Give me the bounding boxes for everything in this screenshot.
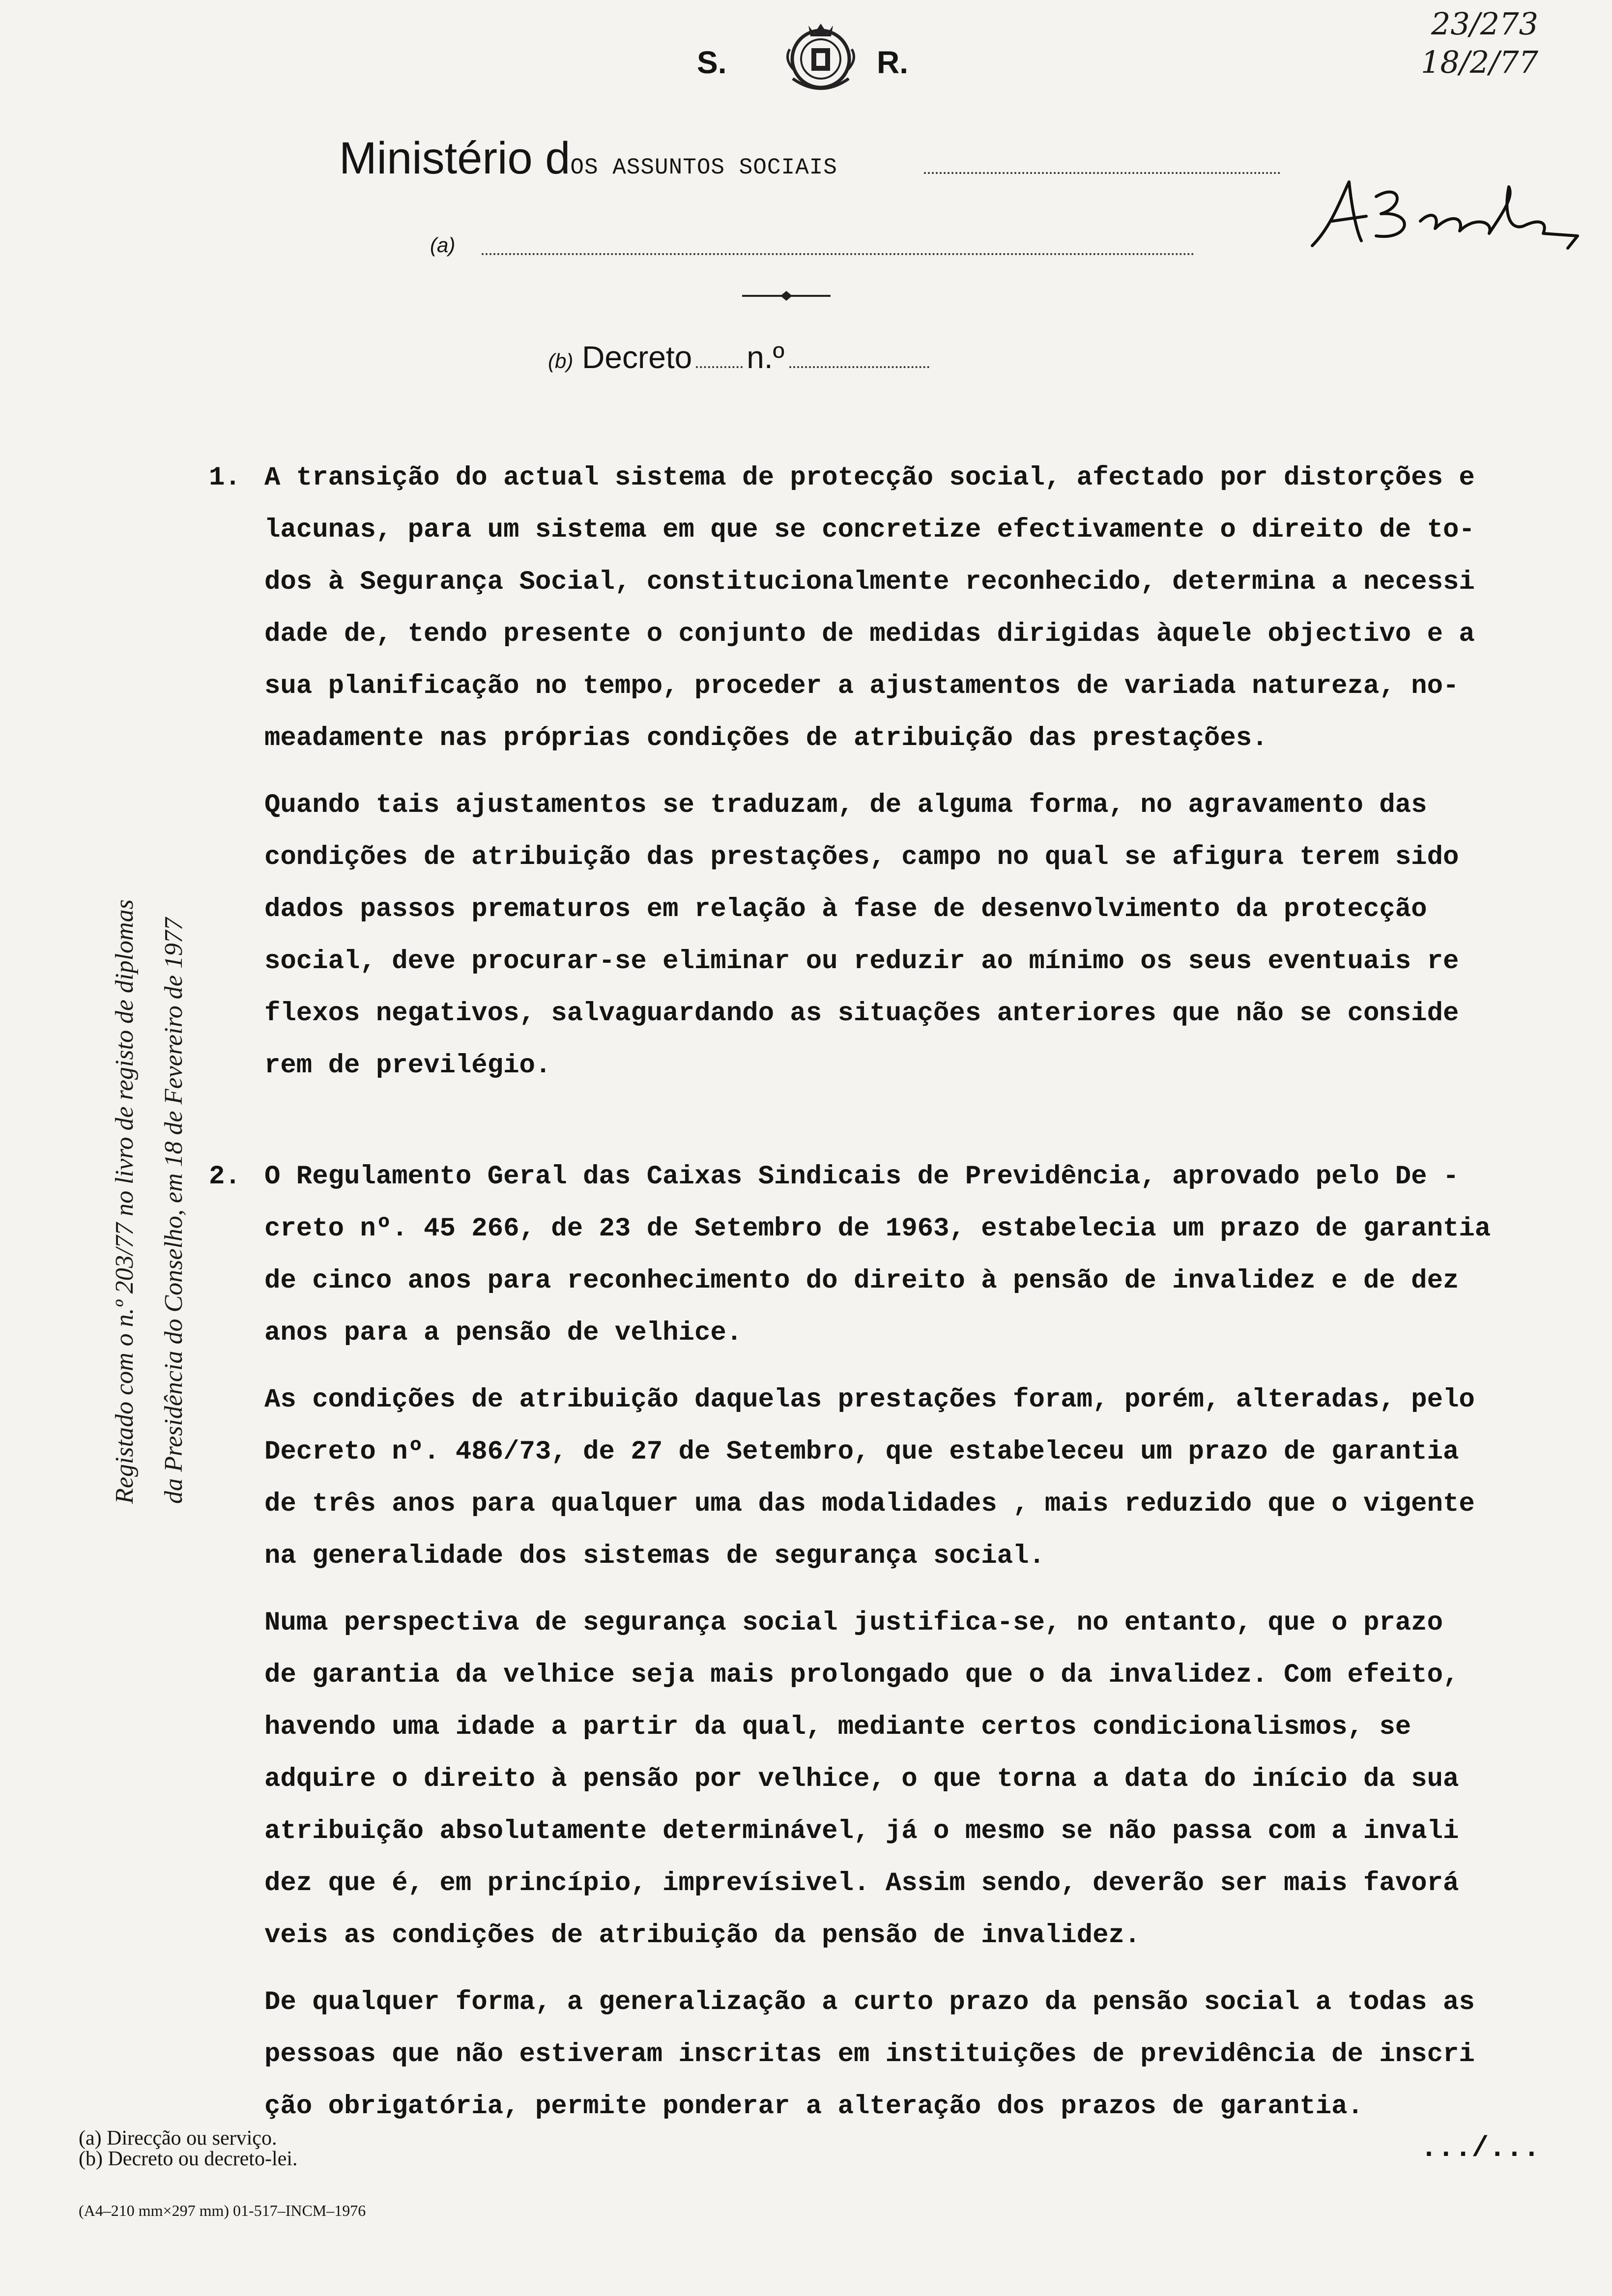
section-1 (211, 452, 1578, 1092)
decree-line (548, 339, 929, 375)
text-line: de três anos para qualquer uma das modalidades , mais reduzido que o vigente (264, 1489, 1475, 1519)
text-line: De qualquer forma, a generalização a curto prazo da pensão social a todas as (264, 1987, 1475, 2017)
text-line: atribuição absolutamente determinável, já o mesmo se não passa com a invali (264, 1816, 1459, 1846)
paragraph-2-1 (264, 1151, 1578, 1359)
text-line: ção obrigatória, permite ponderar a alteração dos prazos de garantia. (264, 2092, 1363, 2122)
footnotes (79, 2128, 297, 2169)
text-line: A transição do actual sistema de protecção social, afectado por distorções e (264, 463, 1475, 493)
text-line: sua planificação no tempo, proceder a ajustamentos de variada natureza, no- (264, 671, 1459, 701)
ministry-dotted-line (924, 172, 1280, 174)
margin-line-1: Registado com o n.º 203/77 no livro de registo de diplomas (111, 899, 139, 1504)
decree-number-dotted-line (789, 366, 929, 368)
text-line: adquire o direito à pensão por velhice, o que torna a data do início da sua (264, 1764, 1459, 1794)
text-line: dos à Segurança Social, constitucionalmente reconhecido, determina a necessi (264, 567, 1475, 597)
text-line: na generalidade dos sistemas de segurança social. (264, 1541, 1045, 1571)
header-sr-right: R. (877, 45, 908, 80)
text-line: de cinco anos para reconhecimento do direito à pensão de invalidez e de dez (264, 1266, 1459, 1296)
registration-margin-note (20, 590, 206, 1514)
text-line: rem de previlégio. (264, 1051, 551, 1081)
paragraph-2-3 (264, 1597, 1578, 1962)
handwritten-ref-date: 18/2/77 (1420, 44, 1538, 80)
field-a-dotted-line (482, 253, 1194, 255)
header-divider (742, 290, 831, 302)
section-1-number: 1. (209, 463, 241, 493)
text-line: flexos negativos, salvaguardando as situações anteriores que não se conside (264, 999, 1459, 1029)
paragraph-1-2 (264, 779, 1578, 1092)
text-line: pessoas que não estiveram inscritas em instituições de previdência de inscri (264, 2039, 1475, 2069)
text-line: havendo uma idade a partir da qual, mediante certos condicionalismos, se (264, 1712, 1411, 1742)
decree-b-label: (b) (548, 349, 574, 373)
handwritten-signature (1302, 167, 1597, 265)
margin-line-2: da Presidência do Conselho, em 18 de Fevereiro de 1977 (160, 918, 188, 1504)
text-line: meadamente nas próprias condições de atribuição das prestações. (264, 723, 1268, 753)
text-line: As condições de atribuição daquelas prestações foram, porém, alteradas, pelo (264, 1385, 1475, 1415)
text-line: dade de, tendo presente o conjunto de medidas dirigidas àquele objectivo e a (264, 619, 1475, 649)
decree-number-label: n.º (747, 340, 784, 375)
handwritten-reference (1421, 5, 1538, 82)
paragraph-2-4 (264, 1977, 1578, 2133)
text-line: social, deve procurar-se eliminar ou reduzir ao mínimo os seus eventuais re (264, 947, 1459, 976)
text-line: de garantia da velhice seja mais prolongado que o da invalidez. Com efeito, (264, 1660, 1459, 1690)
paragraph-2-2 (264, 1374, 1578, 1582)
decree-body (211, 452, 1578, 2133)
text-line: condições de atribuição das prestações, campo no qual se afigura terem sido (264, 842, 1459, 872)
text-line: Decreto nº. 486/73, de 27 de Setembro, que estabeleceu um prazo de garantia (264, 1437, 1459, 1467)
coat-of-arms-icon (779, 15, 863, 98)
text-line: anos para a pensão de velhice. (264, 1318, 743, 1348)
section-2-number: 2. (209, 1162, 241, 1192)
ministry-prefix: Ministério d (339, 133, 571, 183)
ministry-department: OS ASSUNTOS SOCIAIS (570, 155, 837, 180)
paragraph-1-1 (264, 452, 1578, 765)
decree-label: Decreto (582, 340, 692, 375)
field-a-label: (a) (430, 233, 456, 257)
text-line: Quando tais ajustamentos se traduzam, de alguma forma, no agravamento das (264, 790, 1427, 820)
text-line: creto nº. 45 266, de 23 de Setembro de 1963, estabelecia um prazo de garantia (264, 1214, 1491, 1244)
header-sr-left: S. (697, 45, 727, 80)
text-line: Numa perspectiva de segurança social justifica-se, no entanto, que o prazo (264, 1608, 1443, 1638)
decree-type-dotted-line (696, 366, 743, 368)
text-line: O Regulamento Geral das Caixas Sindicais de Previdência, aprovado pelo De - (264, 1162, 1459, 1192)
continuation-mark: .../... (1420, 2133, 1540, 2165)
footnote-a: (a) Direcção ou serviço. (79, 2127, 277, 2150)
text-line: lacunas, para um sistema em que se concretize efectivamente o direito de to- (264, 515, 1475, 545)
section-2 (211, 1151, 1578, 2133)
ministry-title (339, 133, 837, 184)
handwritten-ref-number: 23/273 (1431, 6, 1538, 42)
footnote-b: (b) Decreto ou decreto-lei. (79, 2148, 298, 2170)
text-line: veis as condições de atribuição da pensão de invalidez. (264, 1921, 1141, 1951)
text-line: dez que é, em princípio, imprevísivel. Assim sendo, deverão ser mais favorá (264, 1868, 1459, 1898)
text-line: dados passos prematuros em relação à fase de desenvolvimento da protecção (264, 894, 1427, 924)
form-code: (A4–210 mm×297 mm) 01-517–INCM–1976 (79, 2202, 366, 2219)
